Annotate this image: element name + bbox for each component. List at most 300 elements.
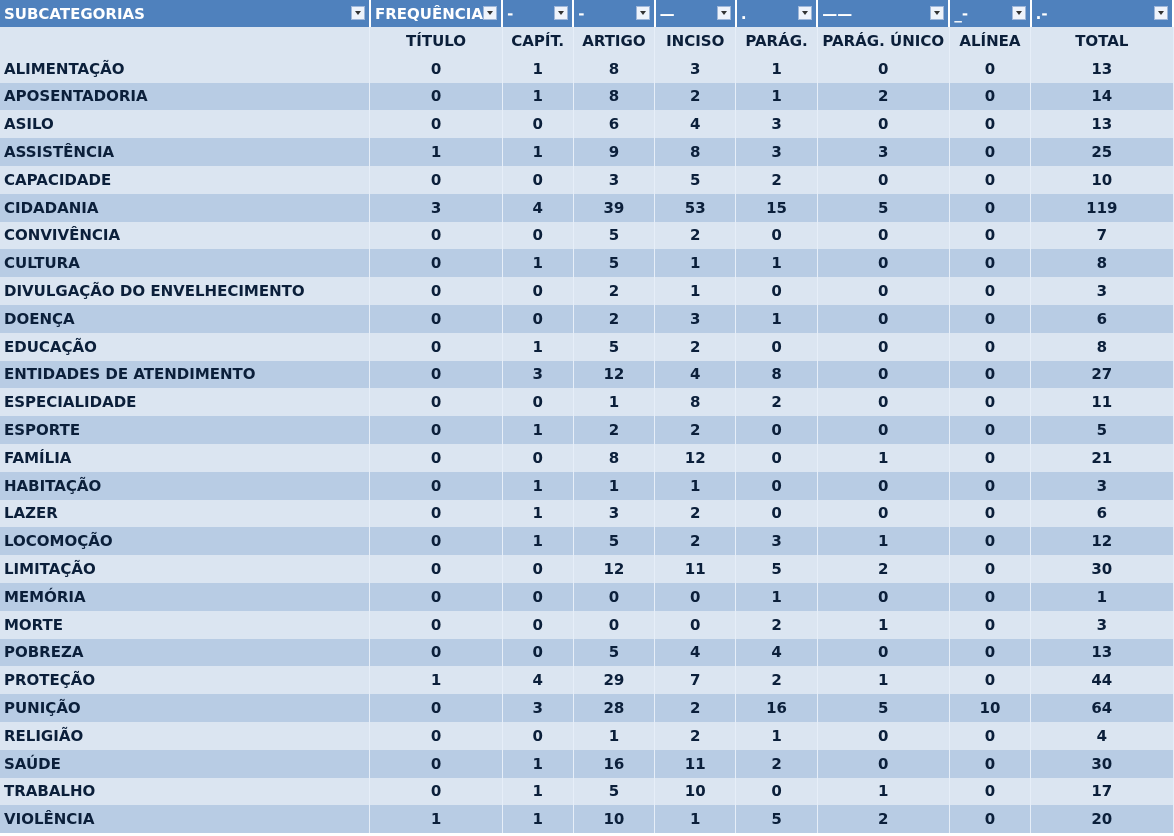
value-cell[interactable]: 0 — [370, 750, 502, 778]
value-cell[interactable]: 2 — [655, 527, 736, 555]
value-cell[interactable]: 6 — [1031, 305, 1173, 333]
value-cell[interactable]: 1 — [817, 444, 949, 472]
row-label-cell[interactable]: ESPECIALIDADE — [0, 388, 370, 416]
value-cell[interactable]: 0 — [949, 110, 1030, 138]
row-label-cell[interactable]: LIMITAÇÃO — [0, 555, 370, 583]
value-cell[interactable]: 28 — [573, 694, 654, 722]
value-cell[interactable]: 0 — [949, 639, 1030, 667]
value-cell[interactable]: 0 — [949, 305, 1030, 333]
value-cell[interactable]: 5 — [736, 555, 817, 583]
value-cell[interactable]: 4 — [502, 666, 573, 694]
value-cell[interactable]: 10 — [655, 778, 736, 806]
dropdown-arrow-icon[interactable] — [1012, 6, 1026, 20]
value-cell[interactable]: 5 — [573, 222, 654, 250]
value-cell[interactable]: 3 — [1031, 611, 1173, 639]
value-cell[interactable]: 4 — [655, 110, 736, 138]
table-row — [0, 750, 1173, 778]
value-cell[interactable]: 9 — [573, 138, 654, 166]
row-label-cell[interactable]: MORTE — [0, 611, 370, 639]
value-cell[interactable]: 0 — [370, 444, 502, 472]
value-cell[interactable]: 0 — [370, 639, 502, 667]
value-cell[interactable]: 1 — [502, 750, 573, 778]
value-cell[interactable]: 2 — [573, 305, 654, 333]
value-cell[interactable]: 4 — [655, 639, 736, 667]
value-cell[interactable]: 0 — [502, 110, 573, 138]
value-cell[interactable]: 11 — [655, 750, 736, 778]
value-cell[interactable]: 1 — [502, 83, 573, 111]
row-label-cell[interactable]: DOENÇA — [0, 305, 370, 333]
value-cell[interactable]: 0 — [817, 416, 949, 444]
table-row — [0, 500, 1173, 528]
value-cell[interactable]: 0 — [949, 555, 1030, 583]
value-cell[interactable]: 0 — [949, 83, 1030, 111]
value-cell[interactable]: 6 — [1031, 500, 1173, 528]
value-cell[interactable]: 2 — [573, 277, 654, 305]
value-cell[interactable]: 0 — [949, 611, 1030, 639]
dropdown-arrow-icon[interactable] — [483, 6, 497, 20]
value-cell[interactable]: 0 — [370, 583, 502, 611]
value-cell[interactable]: 0 — [949, 666, 1030, 694]
value-cell[interactable]: 0 — [817, 305, 949, 333]
value-cell[interactable]: 0 — [370, 500, 502, 528]
value-cell[interactable]: 0 — [502, 611, 573, 639]
row-label-cell[interactable]: APOSENTADORIA — [0, 83, 370, 111]
value-cell[interactable]: 3 — [573, 500, 654, 528]
value-cell[interactable]: 0 — [949, 333, 1030, 361]
value-cell[interactable]: 0 — [949, 805, 1030, 833]
filter-header-col-6[interactable] — [736, 0, 817, 27]
row-label-cell[interactable]: LOCOMOÇÃO — [0, 527, 370, 555]
column-header-row — [0, 27, 1173, 55]
column-header-parag: PARÁG. — [736, 27, 817, 55]
row-label-cell[interactable]: EDUCAÇÃO — [0, 333, 370, 361]
value-cell[interactable]: 0 — [502, 555, 573, 583]
value-cell[interactable]: 0 — [949, 361, 1030, 389]
value-cell[interactable]: 21 — [1031, 444, 1173, 472]
value-cell[interactable]: 0 — [370, 110, 502, 138]
value-cell[interactable]: 3 — [502, 694, 573, 722]
value-cell[interactable]: 8 — [573, 83, 654, 111]
value-cell[interactable]: 1 — [502, 249, 573, 277]
row-label-cell[interactable]: PROTEÇÃO — [0, 666, 370, 694]
value-cell[interactable]: 1 — [736, 55, 817, 83]
value-cell[interactable]: 30 — [1031, 555, 1173, 583]
value-cell[interactable]: 64 — [1031, 694, 1173, 722]
value-cell[interactable]: 17 — [1031, 778, 1173, 806]
row-label-cell[interactable]: POBREZA — [0, 639, 370, 667]
value-cell[interactable]: 3 — [655, 305, 736, 333]
table-row — [0, 194, 1173, 222]
value-cell[interactable]: 4 — [1031, 722, 1173, 750]
value-cell[interactable]: 11 — [1031, 388, 1173, 416]
value-cell[interactable]: 5 — [817, 194, 949, 222]
value-cell[interactable]: 0 — [817, 750, 949, 778]
value-cell[interactable]: 8 — [573, 55, 654, 83]
value-cell[interactable]: 44 — [1031, 666, 1173, 694]
value-cell[interactable]: 0 — [573, 611, 654, 639]
value-cell[interactable]: 0 — [817, 110, 949, 138]
value-cell[interactable]: 0 — [370, 778, 502, 806]
filter-header-col-7[interactable] — [817, 0, 949, 27]
value-cell[interactable]: 0 — [736, 444, 817, 472]
value-cell[interactable]: 1 — [370, 666, 502, 694]
value-cell[interactable]: 0 — [736, 222, 817, 250]
row-label-cell[interactable]: SAÚDE — [0, 750, 370, 778]
value-cell[interactable]: 12 — [573, 555, 654, 583]
value-cell[interactable]: 0 — [949, 500, 1030, 528]
row-label-cell[interactable]: ALIMENTAÇÃO — [0, 55, 370, 83]
value-cell[interactable]: 0 — [949, 249, 1030, 277]
value-cell[interactable]: 0 — [949, 166, 1030, 194]
filter-header-label: — — [659, 4, 675, 23]
table-row — [0, 416, 1173, 444]
value-cell[interactable]: 1 — [502, 778, 573, 806]
value-cell[interactable]: 10 — [949, 694, 1030, 722]
value-cell[interactable]: 1 — [502, 500, 573, 528]
value-cell[interactable]: 3 — [573, 166, 654, 194]
value-cell[interactable]: 2 — [573, 416, 654, 444]
value-cell[interactable]: 3 — [736, 138, 817, 166]
value-cell[interactable]: 20 — [1031, 805, 1173, 833]
value-cell[interactable]: 3 — [1031, 277, 1173, 305]
filter-header-col-5[interactable] — [655, 0, 736, 27]
row-label-cell[interactable]: CIDADANIA — [0, 194, 370, 222]
row-label-cell[interactable]: MEMÓRIA — [0, 583, 370, 611]
row-label-cell[interactable]: HABITAÇÃO — [0, 472, 370, 500]
filter-header-label: - — [507, 4, 514, 23]
value-cell[interactable]: 1 — [817, 611, 949, 639]
filter-header-label: _- — [954, 4, 969, 23]
value-cell[interactable]: 16 — [736, 694, 817, 722]
value-cell[interactable]: 0 — [817, 249, 949, 277]
filter-header-label: —— — [822, 4, 853, 23]
value-cell[interactable]: 15 — [736, 194, 817, 222]
value-cell[interactable]: 0 — [949, 778, 1030, 806]
dropdown-arrow-icon[interactable] — [798, 6, 812, 20]
table-row — [0, 472, 1173, 500]
value-cell[interactable]: 0 — [949, 388, 1030, 416]
value-cell[interactable]: 1 — [502, 416, 573, 444]
value-cell[interactable]: 0 — [817, 222, 949, 250]
value-cell[interactable]: 0 — [736, 333, 817, 361]
row-label-cell[interactable]: PUNIÇÃO — [0, 694, 370, 722]
table-row — [0, 361, 1173, 389]
value-cell[interactable]: 1 — [502, 527, 573, 555]
table-row — [0, 138, 1173, 166]
row-label-cell[interactable]: ESPORTE — [0, 416, 370, 444]
value-cell[interactable]: 0 — [502, 166, 573, 194]
value-cell[interactable]: 0 — [949, 416, 1030, 444]
filter-header-frequencia[interactable] — [370, 0, 502, 27]
value-cell[interactable]: 0 — [370, 83, 502, 111]
value-cell[interactable]: 8 — [573, 444, 654, 472]
value-cell[interactable]: 0 — [817, 583, 949, 611]
value-cell[interactable]: 0 — [949, 138, 1030, 166]
dropdown-arrow-icon[interactable] — [636, 6, 650, 20]
value-cell[interactable]: 10 — [573, 805, 654, 833]
filter-header-row — [0, 0, 1173, 27]
column-header-capit: CAPÍT. — [502, 27, 573, 55]
value-cell[interactable]: 0 — [949, 583, 1030, 611]
column-header-titulo: TÍTULO — [370, 27, 502, 55]
row-label-cell[interactable]: TRABALHO — [0, 778, 370, 806]
row-label-cell[interactable]: ASILO — [0, 110, 370, 138]
value-cell[interactable]: 0 — [817, 166, 949, 194]
value-cell[interactable]: 2 — [655, 722, 736, 750]
table-row — [0, 249, 1173, 277]
value-cell[interactable]: 1 — [736, 305, 817, 333]
value-cell[interactable]: 13 — [1031, 110, 1173, 138]
value-cell[interactable]: 0 — [370, 249, 502, 277]
value-cell[interactable]: 13 — [1031, 639, 1173, 667]
value-cell[interactable]: 0 — [817, 361, 949, 389]
value-cell[interactable]: 8 — [736, 361, 817, 389]
value-cell[interactable]: 5 — [573, 778, 654, 806]
value-cell[interactable]: 0 — [949, 527, 1030, 555]
value-cell[interactable]: 3 — [1031, 472, 1173, 500]
value-cell[interactable]: 11 — [655, 555, 736, 583]
table-row — [0, 305, 1173, 333]
value-cell[interactable]: 0 — [370, 361, 502, 389]
value-cell[interactable]: 8 — [1031, 249, 1173, 277]
value-cell[interactable]: 119 — [1031, 194, 1173, 222]
value-cell[interactable]: 2 — [817, 805, 949, 833]
value-cell[interactable]: 0 — [370, 555, 502, 583]
value-cell[interactable]: 2 — [736, 666, 817, 694]
value-cell[interactable]: 1 — [370, 805, 502, 833]
value-cell[interactable]: 1 — [817, 778, 949, 806]
value-cell[interactable]: 1 — [817, 527, 949, 555]
dropdown-arrow-icon[interactable] — [351, 6, 365, 20]
filter-header-col-8[interactable] — [949, 0, 1030, 27]
filter-header-col-4[interactable] — [573, 0, 654, 27]
value-cell[interactable]: 0 — [502, 639, 573, 667]
value-cell[interactable]: 5 — [1031, 416, 1173, 444]
value-cell[interactable]: 3 — [502, 361, 573, 389]
row-label-cell[interactable]: CAPACIDADE — [0, 166, 370, 194]
row-label-cell[interactable]: VIOLÊNCIA — [0, 805, 370, 833]
filter-header-col-9[interactable] — [1031, 0, 1173, 27]
dropdown-arrow-icon[interactable] — [717, 6, 731, 20]
value-cell[interactable]: 3 — [655, 55, 736, 83]
value-cell[interactable]: 0 — [370, 388, 502, 416]
value-cell[interactable]: 0 — [655, 583, 736, 611]
value-cell[interactable]: 0 — [370, 722, 502, 750]
value-cell[interactable]: 2 — [655, 83, 736, 111]
value-cell[interactable]: 1 — [1031, 583, 1173, 611]
value-cell[interactable]: 0 — [736, 500, 817, 528]
value-cell[interactable]: 0 — [817, 277, 949, 305]
value-cell[interactable]: 1 — [573, 722, 654, 750]
value-cell[interactable]: 7 — [655, 666, 736, 694]
table-row — [0, 583, 1173, 611]
value-cell[interactable]: 8 — [655, 138, 736, 166]
value-cell[interactable]: 0 — [502, 222, 573, 250]
row-label-cell[interactable]: ENTIDADES DE ATENDIMENTO — [0, 361, 370, 389]
value-cell[interactable]: 1 — [502, 138, 573, 166]
value-cell[interactable]: 0 — [370, 416, 502, 444]
filter-header-label: FREQUÊNCIA — [374, 4, 483, 23]
table-row — [0, 666, 1173, 694]
value-cell[interactable]: 4 — [736, 639, 817, 667]
value-cell[interactable]: 1 — [736, 583, 817, 611]
value-cell[interactable]: 1 — [370, 138, 502, 166]
value-cell[interactable]: 29 — [573, 666, 654, 694]
value-cell[interactable]: 5 — [655, 166, 736, 194]
value-cell[interactable]: 0 — [502, 583, 573, 611]
value-cell[interactable]: 5 — [817, 694, 949, 722]
value-cell[interactable]: 7 — [1031, 222, 1173, 250]
value-cell[interactable]: 5 — [573, 333, 654, 361]
value-cell[interactable]: 8 — [655, 388, 736, 416]
value-cell[interactable]: 1 — [502, 333, 573, 361]
value-cell[interactable]: 5 — [736, 805, 817, 833]
row-label-cell[interactable]: DIVULGAÇÃO DO ENVELHECIMENTO — [0, 277, 370, 305]
value-cell[interactable]: 0 — [370, 333, 502, 361]
value-cell[interactable]: 27 — [1031, 361, 1173, 389]
value-cell[interactable]: 1 — [655, 277, 736, 305]
value-cell[interactable]: 12 — [1031, 527, 1173, 555]
filter-header-label: . — [740, 4, 747, 23]
value-cell[interactable]: 0 — [370, 305, 502, 333]
value-cell[interactable]: 0 — [817, 722, 949, 750]
value-cell[interactable]: 39 — [573, 194, 654, 222]
value-cell[interactable]: 0 — [949, 472, 1030, 500]
filter-header-subcategorias[interactable] — [0, 0, 370, 27]
value-cell[interactable]: 30 — [1031, 750, 1173, 778]
value-cell[interactable]: 0 — [370, 277, 502, 305]
value-cell[interactable]: 0 — [736, 416, 817, 444]
value-cell[interactable]: 0 — [817, 333, 949, 361]
value-cell[interactable]: 2 — [817, 555, 949, 583]
row-label-cell[interactable]: CONVIVÊNCIA — [0, 222, 370, 250]
value-cell[interactable]: 4 — [655, 361, 736, 389]
value-cell[interactable]: 2 — [655, 333, 736, 361]
value-cell[interactable]: 5 — [573, 639, 654, 667]
value-cell[interactable]: 0 — [949, 222, 1030, 250]
value-cell[interactable]: 0 — [655, 611, 736, 639]
value-cell[interactable]: 0 — [949, 722, 1030, 750]
value-cell[interactable]: 0 — [949, 750, 1030, 778]
value-cell[interactable]: 0 — [502, 305, 573, 333]
value-cell[interactable]: 0 — [370, 166, 502, 194]
value-cell[interactable]: 25 — [1031, 138, 1173, 166]
value-cell[interactable]: 5 — [573, 527, 654, 555]
value-cell[interactable]: 0 — [949, 277, 1030, 305]
value-cell[interactable]: 2 — [736, 611, 817, 639]
table-row — [0, 110, 1173, 138]
value-cell[interactable]: 0 — [370, 222, 502, 250]
row-label-cell[interactable]: RELIGIÃO — [0, 722, 370, 750]
row-label-cell[interactable]: ASSISTÊNCIA — [0, 138, 370, 166]
value-cell[interactable]: 12 — [655, 444, 736, 472]
value-cell[interactable]: 2 — [817, 83, 949, 111]
value-cell[interactable]: 0 — [817, 55, 949, 83]
value-cell[interactable]: 12 — [573, 361, 654, 389]
table-row — [0, 527, 1173, 555]
table-row — [0, 388, 1173, 416]
value-cell[interactable]: 0 — [949, 444, 1030, 472]
value-cell[interactable]: 0 — [736, 277, 817, 305]
value-cell[interactable]: 0 — [949, 55, 1030, 83]
value-cell[interactable]: 3 — [370, 194, 502, 222]
value-cell[interactable]: 0 — [370, 694, 502, 722]
value-cell[interactable]: 0 — [817, 639, 949, 667]
value-cell[interactable]: 1 — [655, 249, 736, 277]
value-cell[interactable]: 1 — [573, 472, 654, 500]
value-cell[interactable]: 2 — [655, 416, 736, 444]
value-cell[interactable]: 0 — [817, 388, 949, 416]
value-cell[interactable]: 0 — [370, 472, 502, 500]
column-header-inciso: INCISO — [655, 27, 736, 55]
value-cell[interactable]: 10 — [1031, 166, 1173, 194]
value-cell[interactable]: 0 — [370, 611, 502, 639]
value-cell[interactable]: 2 — [736, 750, 817, 778]
value-cell[interactable]: 2 — [655, 222, 736, 250]
value-cell[interactable]: 0 — [502, 388, 573, 416]
value-cell[interactable]: 1 — [573, 388, 654, 416]
value-cell[interactable]: 5 — [573, 249, 654, 277]
dropdown-arrow-icon[interactable] — [554, 6, 568, 20]
value-cell[interactable]: 3 — [736, 110, 817, 138]
value-cell[interactable]: 1 — [736, 249, 817, 277]
table-row — [0, 277, 1173, 305]
value-cell[interactable]: 1 — [817, 666, 949, 694]
value-cell[interactable]: 1 — [502, 805, 573, 833]
value-cell[interactable]: 14 — [1031, 83, 1173, 111]
table-row — [0, 639, 1173, 667]
table-row — [0, 722, 1173, 750]
value-cell[interactable]: 3 — [817, 138, 949, 166]
value-cell[interactable]: 4 — [502, 194, 573, 222]
value-cell[interactable]: 0 — [370, 527, 502, 555]
value-cell[interactable]: 1 — [736, 83, 817, 111]
value-cell[interactable]: 2 — [736, 388, 817, 416]
value-cell[interactable]: 2 — [655, 500, 736, 528]
value-cell[interactable]: 2 — [736, 166, 817, 194]
value-cell[interactable]: 1 — [502, 472, 573, 500]
value-cell[interactable]: 0 — [817, 472, 949, 500]
value-cell[interactable]: 3 — [736, 527, 817, 555]
value-cell[interactable]: 53 — [655, 194, 736, 222]
value-cell[interactable]: 6 — [573, 110, 654, 138]
value-cell[interactable]: 2 — [655, 694, 736, 722]
value-cell[interactable]: 0 — [736, 778, 817, 806]
value-cell[interactable]: 0 — [370, 55, 502, 83]
row-label-cell[interactable]: CULTURA — [0, 249, 370, 277]
value-cell[interactable]: 0 — [817, 500, 949, 528]
value-cell[interactable]: 8 — [1031, 333, 1173, 361]
value-cell[interactable]: 0 — [573, 583, 654, 611]
value-cell[interactable]: 1 — [655, 472, 736, 500]
value-cell[interactable]: 0 — [502, 444, 573, 472]
dropdown-arrow-icon[interactable] — [1154, 6, 1168, 20]
filter-header-col-3[interactable] — [502, 0, 573, 27]
row-label-cell[interactable]: LAZER — [0, 500, 370, 528]
value-cell[interactable]: 13 — [1031, 55, 1173, 83]
value-cell[interactable]: 16 — [573, 750, 654, 778]
value-cell[interactable]: 0 — [502, 277, 573, 305]
dropdown-arrow-icon[interactable] — [930, 6, 944, 20]
value-cell[interactable]: 0 — [502, 722, 573, 750]
value-cell[interactable]: 1 — [655, 805, 736, 833]
value-cell[interactable]: 1 — [502, 55, 573, 83]
value-cell[interactable]: 0 — [949, 194, 1030, 222]
value-cell[interactable]: 0 — [736, 472, 817, 500]
value-cell[interactable]: 1 — [736, 722, 817, 750]
row-label-cell[interactable]: FAMÍLIA — [0, 444, 370, 472]
filter-header-label: SUBCATEGORIAS — [4, 4, 145, 23]
